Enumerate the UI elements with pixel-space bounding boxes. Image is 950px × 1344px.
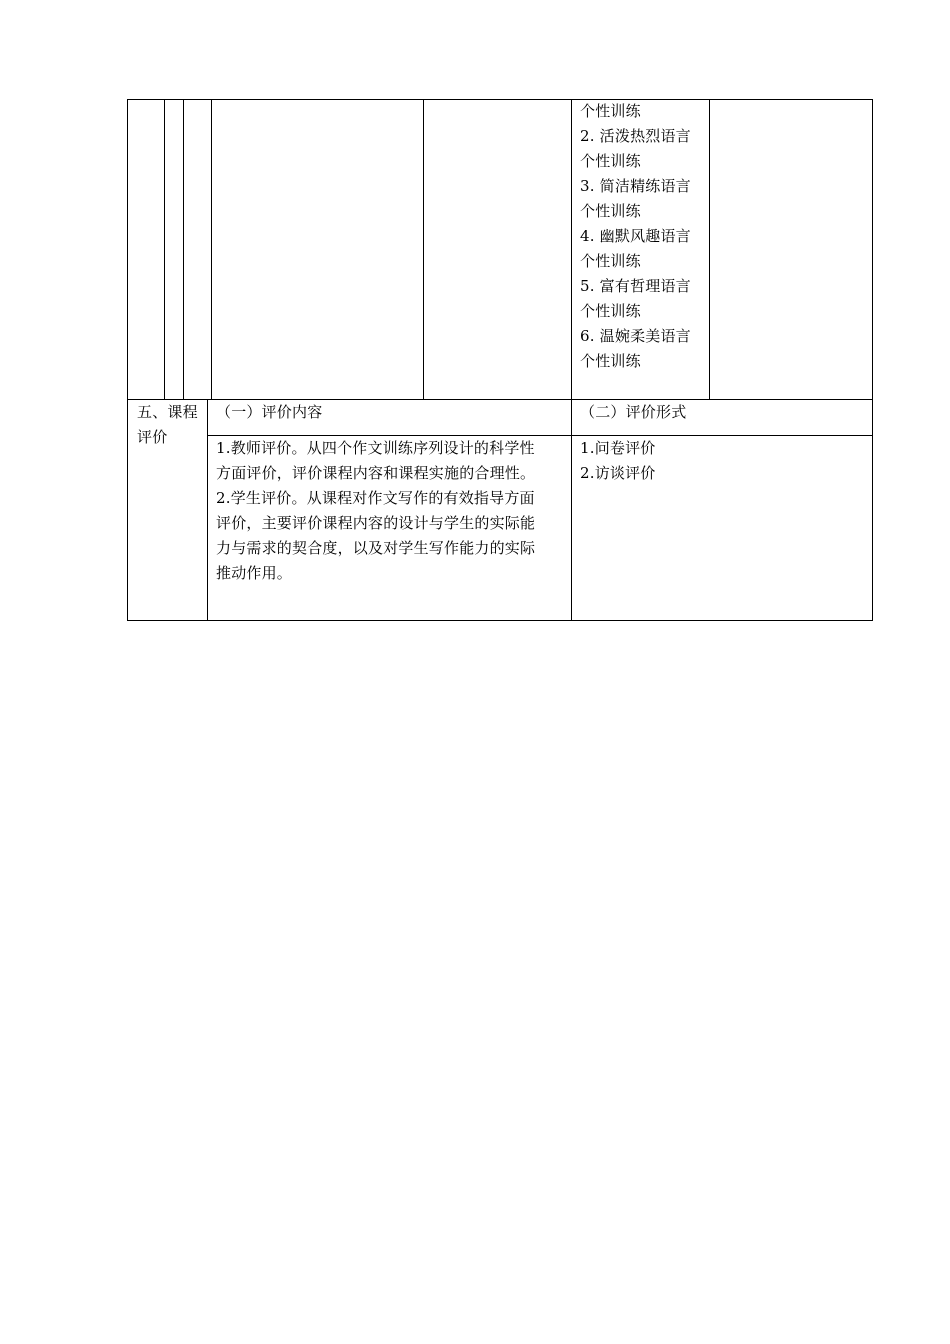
list-item: 6. 温婉柔美语言 [580, 327, 691, 345]
paragraph-line: 力与需求的契合度，以及对学生写作能力的实际 [216, 539, 536, 557]
list-item: 2.访谈评价 [580, 464, 656, 482]
list-item: 1.问卷评价 [580, 439, 656, 457]
column-divider [164, 99, 165, 399]
list-item: 3. 简洁精练语言 [580, 177, 691, 195]
section-label-line: 五、课程 [137, 403, 198, 421]
list-item: 个性训练 [580, 302, 641, 320]
list-item: 个性训练 [580, 102, 641, 120]
column-divider [709, 99, 710, 399]
list-item: 个性训练 [580, 202, 641, 220]
section-label [137, 400, 198, 450]
paragraph-line: 2.学生评价。从课程对作文写作的有效指导方面 [216, 489, 535, 507]
column-divider [423, 99, 424, 399]
section-label-line: 评价 [137, 428, 168, 446]
table-right-border [872, 99, 873, 621]
paragraph-line: 方面评价，评价课程内容和课程实施的合理性。 [216, 464, 536, 482]
table-bottom-border [127, 620, 873, 621]
content-header: （一）评价内容 [216, 403, 323, 421]
table-left-border [127, 99, 128, 621]
column-divider [571, 99, 572, 621]
column-divider [211, 99, 212, 399]
form-header: （二）评价形式 [580, 403, 687, 421]
list-item: 个性训练 [580, 252, 641, 270]
evaluation-content [216, 436, 535, 586]
paragraph-line: 评价，主要评价课程内容的设计与学生的实际能 [216, 514, 536, 532]
list-item: 5. 富有哲理语言 [580, 277, 691, 295]
list-item: 2. 活泼热烈语言 [580, 127, 691, 145]
list-item: 个性训练 [580, 352, 641, 370]
paragraph-line: 推动作用。 [216, 564, 293, 582]
training-list [580, 99, 691, 374]
paragraph-line: 1.教师评价。从四个作文训练序列设计的科学性 [216, 439, 535, 457]
evaluation-form-list [580, 436, 656, 486]
table-top-border [127, 99, 873, 100]
list-item: 4. 幽默风趣语言 [580, 227, 691, 245]
column-divider [183, 99, 184, 399]
list-item: 个性训练 [580, 152, 641, 170]
column-divider [207, 399, 208, 621]
